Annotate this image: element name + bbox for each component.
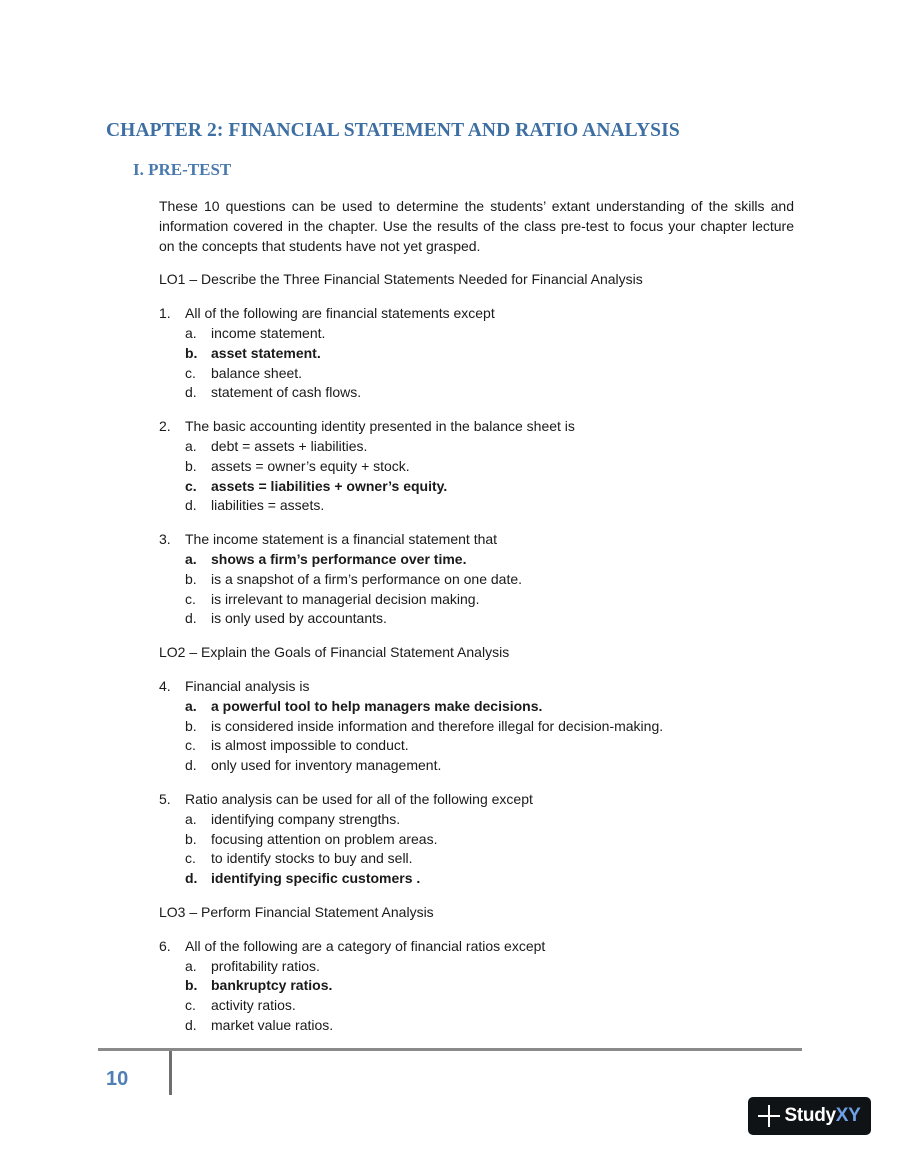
learning-objective: LO1 – Describe the Three Financial Statements Needed for Financial Analysis <box>159 271 643 288</box>
option-text: identifying specific customers . <box>211 870 421 887</box>
brand-name <box>784 1105 860 1127</box>
option-letter: d. <box>185 497 197 514</box>
option-text: market value ratios. <box>211 1016 334 1033</box>
option-letter: b. <box>185 830 197 847</box>
answer-option <box>159 810 794 830</box>
answer-option <box>159 609 794 629</box>
option-letter: b. <box>185 717 197 734</box>
question-item <box>159 417 794 516</box>
answer-option-correct <box>159 344 794 364</box>
question-number: 5. <box>159 790 171 807</box>
option-text: shows a firm’s performance over time. <box>211 550 467 567</box>
option-letter: d. <box>185 610 197 627</box>
question-number: 6. <box>159 937 171 954</box>
option-text: income statement. <box>211 324 326 341</box>
chapter-title: CHAPTER 2: FINANCIAL STATEMENT AND RATIO ANALYSIS <box>106 120 680 141</box>
option-letter: c. <box>185 850 196 867</box>
question-stem <box>159 937 794 957</box>
option-text: asset statement. <box>211 344 321 361</box>
answer-option <box>159 996 794 1016</box>
option-text: statement of cash flows. <box>211 384 362 401</box>
question-text: Ratio analysis can be used for all of the following except <box>185 790 533 807</box>
answer-option <box>159 736 794 756</box>
option-letter: c. <box>185 590 196 607</box>
learning-objective: LO2 – Explain the Goals of Financial Statement Analysis <box>159 644 510 661</box>
section-title: I. PRE-TEST <box>133 160 232 179</box>
option-letter: d. <box>185 870 198 887</box>
option-text: focusing attention on problem areas. <box>211 830 438 847</box>
question-item <box>159 677 794 776</box>
option-text: is a snapshot of a firm’s performance on one date. <box>211 570 523 587</box>
question-stem <box>159 790 794 810</box>
answer-option <box>159 364 794 384</box>
answer-option <box>159 570 794 590</box>
question-item <box>159 304 794 403</box>
answer-option <box>159 383 794 403</box>
option-text: only used for inventory management. <box>211 757 442 774</box>
option-letter: c. <box>185 477 197 494</box>
page-number: 10 <box>106 1068 129 1090</box>
option-letter: a. <box>185 810 197 827</box>
question-number: 3. <box>159 531 171 548</box>
question-list <box>159 270 794 1035</box>
brand-name-part1: Study <box>784 1105 836 1126</box>
question-text: The basic accounting identity presented in the balance sheet is <box>185 418 575 435</box>
option-letter: c. <box>185 737 196 754</box>
answer-option-correct <box>159 550 794 570</box>
option-text: is irrelevant to managerial decision making. <box>211 590 480 607</box>
option-letter: d. <box>185 757 197 774</box>
option-text: profitability ratios. <box>211 957 320 974</box>
answer-option-correct <box>159 697 794 717</box>
brand-name-part2: XY <box>835 1105 861 1126</box>
question-text: All of the following are financial statements except <box>185 305 495 322</box>
answer-option <box>159 830 794 850</box>
document-body <box>159 197 794 1050</box>
option-text: assets = owner’s equity + stock. <box>211 457 410 474</box>
option-letter: b. <box>185 977 198 994</box>
answer-option <box>159 849 794 869</box>
option-text: activity ratios. <box>211 997 296 1014</box>
answer-option <box>159 324 794 344</box>
option-text: is almost impossible to conduct. <box>211 737 409 754</box>
answer-option-correct <box>159 477 794 497</box>
option-letter: a. <box>185 324 197 341</box>
question-item <box>159 790 794 889</box>
question-stem <box>159 304 794 324</box>
question-stem <box>159 417 794 437</box>
option-text: is considered inside information and therefore illegal for decision-making. <box>211 717 664 734</box>
question-stem <box>159 530 794 550</box>
option-letter: a. <box>185 550 197 567</box>
option-text: to identify stocks to buy and sell. <box>211 850 413 867</box>
question-number: 4. <box>159 677 171 694</box>
question-text: Financial analysis is <box>185 677 310 694</box>
question-item <box>159 937 794 1036</box>
question-text: The income statement is a financial statement that <box>185 531 498 548</box>
option-letter: b. <box>185 344 198 361</box>
option-text: liabilities = assets. <box>211 497 325 514</box>
question-number: 1. <box>159 305 171 322</box>
option-letter: c. <box>185 997 196 1014</box>
answer-option <box>159 756 794 776</box>
answer-option-correct <box>159 869 794 889</box>
option-text: is only used by accountants. <box>211 610 387 627</box>
option-text: a powerful tool to help managers make decisions. <box>211 697 543 714</box>
answer-option <box>159 496 794 516</box>
question-item <box>159 530 794 629</box>
answer-option <box>159 437 794 457</box>
answer-option <box>159 457 794 477</box>
question-text: All of the following are a category of financial ratios except <box>185 937 546 954</box>
option-letter: a. <box>185 697 197 714</box>
option-text: balance sheet. <box>211 364 303 381</box>
answer-option <box>159 957 794 977</box>
option-text: debt = assets + liabilities. <box>211 437 368 454</box>
answer-option <box>159 1016 794 1036</box>
answer-option <box>159 590 794 610</box>
option-text: assets = liabilities + owner’s equity. <box>211 477 448 494</box>
option-letter: a. <box>185 437 197 454</box>
option-letter: b. <box>185 457 197 474</box>
option-letter: d. <box>185 1016 197 1033</box>
option-letter: a. <box>185 957 197 974</box>
option-letter: c. <box>185 364 196 381</box>
studyxy-badge[interactable] <box>748 1097 871 1135</box>
plus-icon <box>758 1105 780 1127</box>
option-letter: b. <box>185 570 197 587</box>
footer-rule <box>98 1048 802 1051</box>
footer-divider <box>169 1051 172 1095</box>
option-letter: d. <box>185 384 197 401</box>
learning-objective: LO3 – Perform Financial Statement Analysis <box>159 903 434 920</box>
answer-option <box>159 717 794 737</box>
answer-option-correct <box>159 976 794 996</box>
option-text: identifying company strengths. <box>211 810 401 827</box>
intro-paragraph: These 10 questions can be used to determine the students’ extant understanding of the skills and information covered in the chapter. Use the results of the class pre-test to focus your chapter lecture on the concepts that students have not yet grasped. <box>159 198 794 254</box>
question-stem <box>159 677 794 697</box>
question-number: 2. <box>159 418 171 435</box>
option-text: bankruptcy ratios. <box>211 977 333 994</box>
